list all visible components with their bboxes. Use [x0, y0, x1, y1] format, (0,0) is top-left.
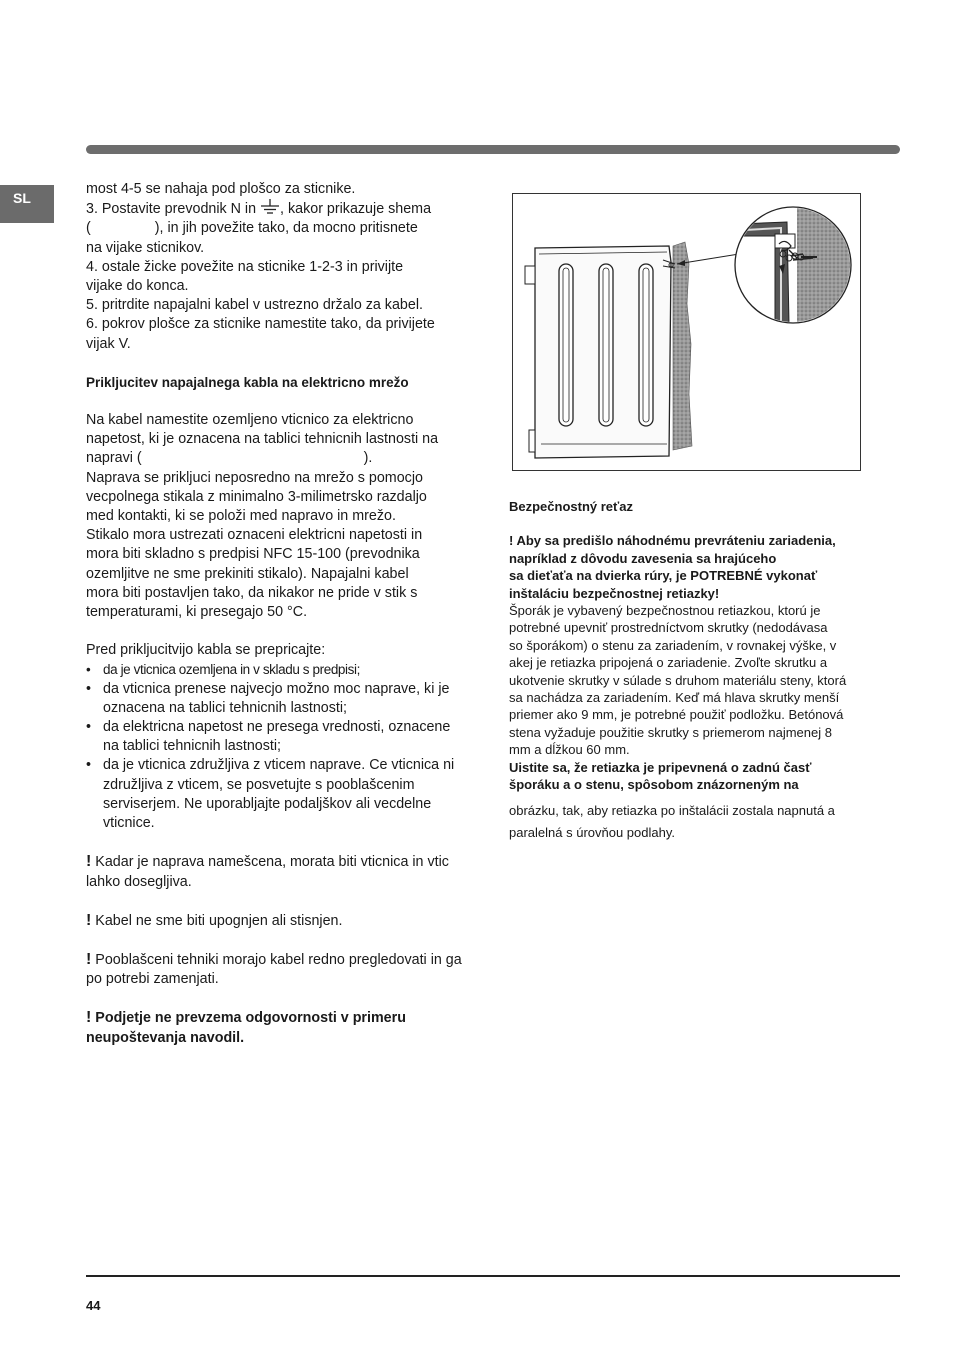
- text-line: šporáku a o stenu, spôsobom znázorneným na: [509, 777, 799, 793]
- note: ! Kadar je naprava namešcena, morata biti vticnica in vtic lahko dosegljiva.: [86, 853, 449, 890]
- section-heading: Bezpečnostný reťaz: [509, 499, 633, 514]
- text-line: mora biti skladno s predpisi NFC 15-100 (prevodnika: [86, 546, 420, 563]
- list-item: • da je vticnica združljiva z vticem naprave. Ce vticnica ni združljiva z vticem, se posvetujte s pooblašcenim serviserjem. Ne uporabljajte podaljškov ali vecdelne vticnice.: [86, 756, 470, 833]
- text-line: Uistite sa, že retiazka je pripevnená o zadnú časť: [509, 759, 812, 775]
- note: ! Pooblašceni tehniki morajo kabel redno pregledovati in ga po potrebi zamenjati.: [86, 950, 462, 988]
- text-line: Pred prikljucitvijo kabla se prepricajte:: [86, 642, 326, 659]
- text-line: vijake do konca.: [86, 278, 189, 295]
- text-line: na vijake sticnikov.: [86, 239, 205, 256]
- ground-icon: [260, 199, 280, 215]
- note: ! Podjetje ne prevzema odgovornosti v primeru neupoštevanja navodil.: [86, 1009, 406, 1046]
- text-line: Šporák je vybavený bezpečnostnou retiazkou, ktorú je: [509, 603, 821, 619]
- list-item: • da vticnica prenese najvecjo možno moc naprave, ki je oznacena na tablici tehnicnih lastnosti;: [86, 680, 470, 718]
- page-number: 44: [86, 1298, 101, 1313]
- text-line: vecpolnega stikala z minimalno 3-milimetrsko razdaljo: [86, 488, 427, 505]
- text-line: paralelná s úrovňou podlahy.: [509, 824, 675, 840]
- checklist: [86, 660, 470, 833]
- text-line: 6. pokrov plošce za sticnike namestite tako, da privijete: [86, 316, 435, 333]
- text-line: 3. Postavite prevodnik N in , kakor prikazuje shema: [86, 201, 432, 218]
- warning-line: ! Aby sa predišlo náhodnému prevráteniu zariadenia,: [509, 533, 836, 549]
- right-column: [509, 498, 894, 844]
- text-line: Stikalo mora ustrezati oznaceni elektricni napetosti in: [86, 527, 423, 544]
- text-line: temperaturami, ki presegajo 50 °C.: [86, 604, 308, 621]
- note: ! Kabel ne sme biti upognjen ali stisnjen.: [86, 911, 343, 929]
- warning-line: sa dieťaťa na dvierka rúry, je POTREBNÉ vykonať: [509, 568, 818, 584]
- text-line: vijak V.: [86, 335, 131, 352]
- text-line: ozemljitve ne sme prekiniti stikalo). Napajalni kabel: [86, 565, 409, 582]
- text-line: mm a dĺžkou 60 mm.: [509, 742, 630, 758]
- text-line: priemer ako 9 mm, je potrebné použiť podložku. Betónová: [509, 707, 844, 723]
- text-line: Naprava se prikljuci neposredno na mrežo s pomocjo: [86, 469, 423, 486]
- text-line: potrebné upevniť prostredníctvom skrutky (nedodávasa: [509, 620, 828, 636]
- warning-line: inštaláciu bezpečnostnej retiazky!: [509, 585, 720, 601]
- text-line: 4. ostale žicke povežite na sticnike 1-2-3 in privijte: [86, 258, 404, 275]
- text-line: med kontakti, ki se položi med napravo in mrežo.: [86, 508, 396, 525]
- text-line: so šporákom) o stenu za zariadením, v rovnakej výške, v: [509, 637, 837, 653]
- text-line: napetost, ki je oznacena na tablici tehnicnih lastnosti na: [86, 431, 439, 448]
- text-line: akej je retiazka pripojená o zariadenie. Zvoľte skrutku a: [509, 655, 828, 671]
- top-rule: [86, 145, 900, 154]
- bottom-rule: [86, 1275, 900, 1277]
- text-line: ukotvenie skrutky v súlade s druhom materiálu steny, ktorá: [509, 672, 847, 688]
- section-heading: Prikljucitev napajalnega kabla na elektricno mrežo: [86, 374, 409, 390]
- warning-line: napríklad z dôvodu zavesenia sa hrajúceho: [509, 550, 777, 566]
- left-column: [86, 180, 470, 1048]
- list-item: • da je vticnica ozemljena in v skladu s predpisi;: [86, 660, 470, 679]
- text-line: sa nachádza za zariadením. Keď má hlava skrutky menší: [509, 690, 840, 706]
- text-line: 5. pritrdite napajalni kabel v ustrezno držalo za kabel.: [86, 297, 423, 314]
- text-line: napravi ( ).: [86, 450, 373, 467]
- safety-chain-illustration: [512, 193, 861, 471]
- text-line: stena vyžaduje použitie skrutky s priemerom najmenej 8: [509, 724, 832, 740]
- text-line: mora biti postavljen tako, da nikakor ne pride v stik s: [86, 584, 418, 601]
- stove-chain-diagram: [513, 194, 860, 470]
- text-line: Na kabel namestite ozemljeno vticnico za elektricno: [86, 412, 414, 429]
- text-line: ( ), in jih povežite tako, da mocno pritisnete: [86, 220, 418, 237]
- language-tab: SL: [0, 185, 54, 223]
- text-line: obrázku, tak, aby retiazka po inštalácii zostala napnutá a: [509, 802, 835, 818]
- text-line: most 4-5 se nahaja pod plošco za sticnike.: [86, 181, 356, 197]
- list-item: • da elektricna napetost ne presega vrednosti, oznacene na tablici tehnicnih lastnosti;: [86, 718, 470, 756]
